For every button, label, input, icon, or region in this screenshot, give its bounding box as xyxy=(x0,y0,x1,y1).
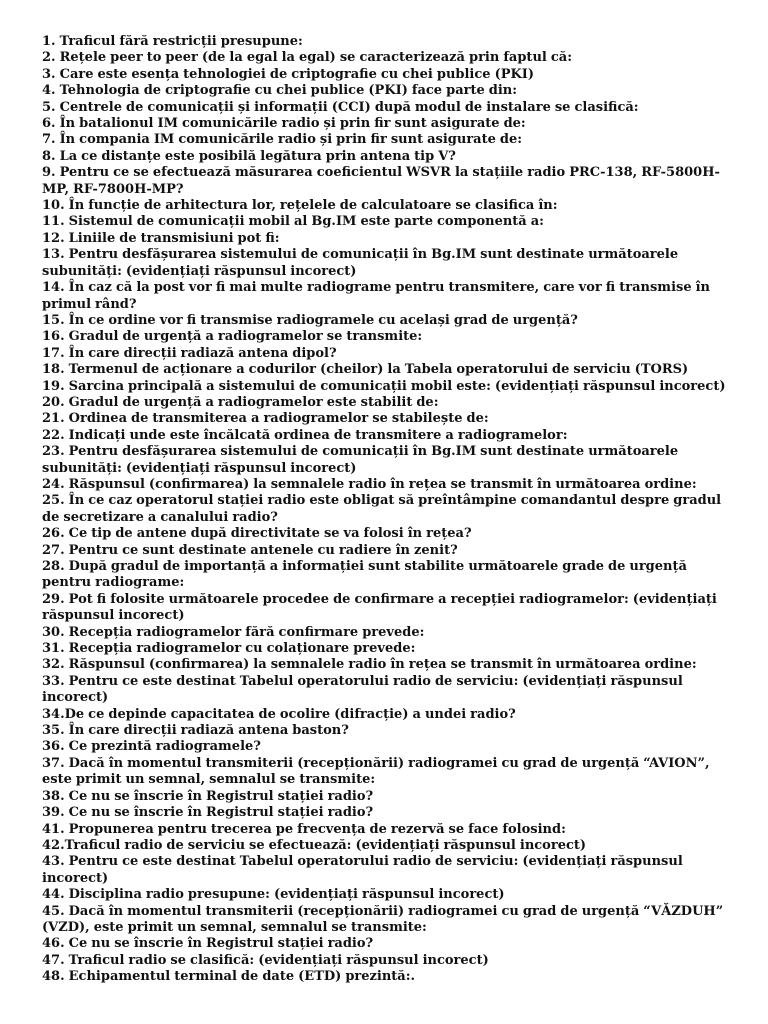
question-item: 20. Gradul de urgență a radiogramelor este stabilit de: xyxy=(42,394,439,410)
question-item: 37. Dacă în momentul transmiterii (recepționării) radiogramei cu grad de urgență “AVION”, este primit un semnal, semnalul se transmite: xyxy=(42,755,710,788)
question-item: 2. Rețele peer to peer (de la egal la egal) se caracterizează prin faptul că: xyxy=(42,50,572,66)
question-item: 17. În care direcții radiază antena dipol? xyxy=(42,345,337,361)
question-item: 6. În batalionul IM comunicările radio și prin fir sunt asigurate de: xyxy=(42,116,526,132)
question-item: 15. În ce ordine vor fi transmise radiogramele cu același grad de urgență? xyxy=(42,312,578,328)
question-item: 46. Ce nu se înscrie în Registrul stației radio? xyxy=(42,936,374,952)
question-item: 41. Propunerea pentru trecerea pe frecvența de rezervă se face folosind: xyxy=(42,821,566,837)
question-item: 4. Tehnologia de criptografie cu chei publice (PKI) face parte din: xyxy=(42,83,518,99)
question-item: 25. În ce caz operatorul stației radio este obligat să preîntâmpine comandantul despre gradul de secretizare a canalului radio? xyxy=(42,493,722,525)
question-item: 11. Sistemul de comunicații mobil al Bg.IM este parte componentă a: xyxy=(42,214,544,230)
question-item: 29. Pot fi folosite următoarele procedee de confirmare a recepției radiogramelor: (evidențiați răspunsul incorect) xyxy=(42,591,717,624)
question-item: 32. Răspunsul (confirmarea) la semnalele radio în rețea se transmit în următoarea ordine: xyxy=(42,657,697,673)
question-item: 38. Ce nu se înscrie în Registrul stației radio? xyxy=(42,788,374,804)
question-item: 43. Pentru ce este destinat Tabelul operatorului radio de serviciu: (evidențiați răspunsul incorect) xyxy=(42,854,683,886)
question-item: 14. În caz că la post vor fi mai multe radiograme pentru transmitere, care vor fi transmise în primul rând? xyxy=(42,280,711,312)
question-item: 31. Recepția radiogramelor cu colaționare prevede: xyxy=(42,641,416,657)
question-item: 10. În funcție de arhitectura lor, rețelele de calculatoare se clasifica în: xyxy=(42,198,558,214)
question-item: 28. După gradul de importanță a informației sunt stabilite următoarele grade de urgență pentru radiograme: xyxy=(42,559,687,591)
question-item: 22. Indicați unde este încălcată ordinea de transmitere a radiogramelor: xyxy=(42,427,568,443)
question-item: 34.De ce depinde capacitatea de ocolire (difracție) a undei radio? xyxy=(42,706,516,722)
question-item: 48. Echipamentul terminal de date (ETD) prezintă:. xyxy=(42,969,416,985)
question-item: 8. La ce distanțe este posibilă legătura prin antena tip V? xyxy=(42,148,456,164)
question-item: 47. Traficul radio se clasifică: (evidențiați răspunsul incorect) xyxy=(42,952,489,968)
question-item: 12. Liniile de transmisiuni pot fi: xyxy=(42,230,280,246)
question-item: 19. Sarcina principală a sistemului de comunicații mobil este: (evidențiați răspunsul incorect) xyxy=(42,378,726,394)
question-item: 23. Pentru desfășurarea sistemului de comunicații în Bg.IM sunt destinate următoarele subunități: (evidențiați răspunsul incorect) xyxy=(42,444,679,476)
question-item: 39. Ce nu se înscrie în Registrul stației radio? xyxy=(42,805,374,821)
question-item: 27. Pentru ce sunt destinate antenele cu radiere în zenit? xyxy=(42,542,458,558)
question-list xyxy=(42,34,732,986)
question-item: 7. În compania IM comunicările radio și prin fir sunt asigurate de: xyxy=(42,132,523,148)
question-item: 36. Ce prezintă radiogramele? xyxy=(42,739,261,755)
question-item: 42.Traficul radio de serviciu se efectuează: (evidențiați răspunsul incorect) xyxy=(42,837,587,853)
question-item: 45. Dacă în momentul transmiterii (recepționării) radiogramei cu grad de urgență “VĂZDUH” (VZD), este primit un semnal, semnalul se transmite: xyxy=(42,903,724,935)
question-item: 3. Care este esența tehnologiei de criptografie cu chei publice (PKI) xyxy=(42,66,535,82)
question-item: 16. Gradul de urgență a radiogramelor se transmite: xyxy=(42,329,423,345)
question-item: 18. Termenul de acționare a codurilor (cheilor) la Tabela operatorului de serviciu (TORS) xyxy=(42,362,689,378)
question-item: 30. Recepția radiogramelor fără confirmare prevede: xyxy=(42,624,425,640)
question-item: 44. Disciplina radio presupune: (evidențiați răspunsul incorect) xyxy=(42,887,505,903)
question-item: 13. Pentru desfășurarea sistemului de comunicații în Bg.IM sunt destinate următoarele subunități: (evidențiați răspunsul incorect) xyxy=(42,247,679,279)
question-item: 26. Ce tip de antene după directivitate se va folosi în rețea? xyxy=(42,526,472,542)
question-item: 24. Răspunsul (confirmarea) la semnalele radio în rețea se transmit în următoarea ordine: xyxy=(42,476,697,492)
question-item: 21. Ordinea de transmiterea a radiogramelor se stabilește de: xyxy=(42,411,489,427)
question-item: 5. Centrele de comunicații și informații (CCI) după modul de instalare se clasifică: xyxy=(42,99,639,115)
question-item: 33. Pentru ce este destinat Tabelul operatorului radio de serviciu: (evidențiați răspunsul incorect) xyxy=(42,673,683,706)
question-item: 35. În care direcții radiază antena baston? xyxy=(42,723,349,739)
question-item: 9. Pentru ce se efectuează măsurarea coeficientul WSVR la stațiile radio PRC-138, RF-5800H-MP, RF-7800H-MP? xyxy=(42,165,720,197)
question-item: 1. Traficul fără restricții presupune: xyxy=(42,34,303,49)
